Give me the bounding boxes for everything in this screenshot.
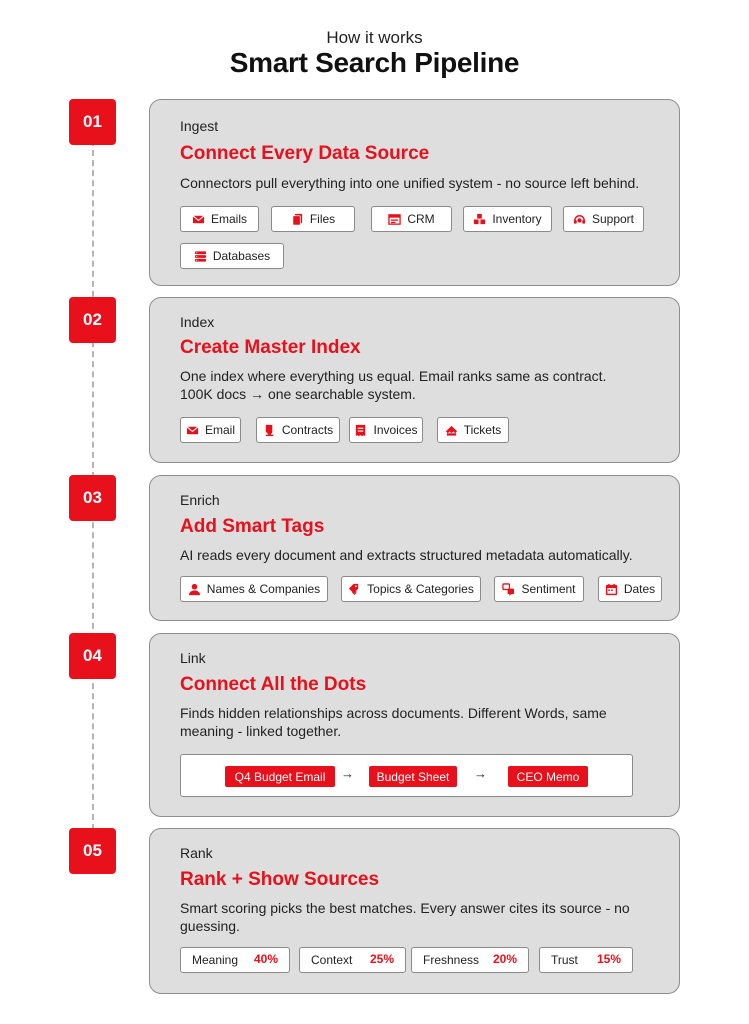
chip-label: Tickets [463, 423, 502, 437]
email-icon [192, 213, 205, 226]
step-description: Connectors pull everything into one unified system - no source left behind. [180, 175, 640, 191]
files-icon [291, 213, 304, 226]
score-freshness [411, 947, 529, 973]
step-card-enrich [149, 475, 680, 621]
database-icon [194, 250, 207, 263]
eyebrow: How it works [326, 28, 423, 47]
step-badge-03: 03 [69, 475, 116, 521]
chip-sentiment [494, 576, 584, 602]
chip-label: Sentiment [521, 582, 576, 596]
chip-dates [598, 576, 662, 602]
chip-contracts [256, 417, 340, 443]
flow-arrow: → [474, 766, 487, 781]
person-icon [188, 583, 201, 596]
chip-label: CRM [407, 212, 435, 226]
chip-label: Dates [623, 582, 656, 596]
step-description: AI reads every document and extracts structured metadata automatically. [180, 547, 633, 563]
score-percent: 40% [253, 952, 278, 966]
step-description: Finds hidden relationships across documents. Different Words, same meaning - linked together. [180, 705, 607, 739]
chip-inventory [463, 206, 552, 232]
tags-icon [348, 583, 361, 596]
chip-label: Email [204, 423, 235, 437]
email-icon [186, 424, 199, 437]
chip-label: Inventory [492, 212, 542, 226]
chip-label: Files [309, 212, 336, 226]
score-percent: 25% [369, 952, 394, 966]
chip-label: Contracts [281, 423, 334, 437]
step-label: Link [180, 650, 206, 666]
contract-icon [263, 424, 276, 437]
inventory-icon [473, 213, 486, 226]
step-badge-05: 05 [69, 828, 116, 874]
flow-node-ceo-memo: CEO Memo [508, 766, 588, 787]
chip-email [180, 417, 241, 443]
chat-bubbles-icon [502, 583, 515, 596]
chip-crm [371, 206, 452, 232]
step-description: Smart scoring picks the best matches. Every answer cites its source - no guessing. [180, 900, 630, 934]
chip-emails [180, 206, 259, 232]
relationship-flow [180, 754, 633, 797]
step-heading: Add Smart Tags [180, 516, 325, 537]
step-label: Rank [180, 845, 213, 861]
step-card-rank [149, 828, 680, 994]
step-heading: Create Master Index [180, 337, 361, 358]
step-label: Enrich [180, 492, 220, 508]
step-badge-02: 02 [69, 297, 116, 343]
step-heading: Connect All the Dots [180, 674, 367, 695]
step-label: Ingest [180, 118, 219, 134]
page-title: Smart Search Pipeline [229, 47, 520, 78]
score-meaning [180, 947, 290, 973]
chip-invoices [349, 417, 423, 443]
step-label: Index [180, 314, 215, 330]
chip-databases [180, 243, 284, 269]
invoice-icon [354, 424, 367, 437]
score-context [299, 947, 406, 973]
score-percent: 15% [596, 952, 621, 966]
step-badge-04: 04 [69, 633, 116, 679]
step-heading: Connect Every Data Source [180, 143, 430, 164]
score-name: Context [311, 953, 353, 967]
score-percent: 20% [492, 952, 517, 966]
step-card-index [149, 297, 680, 463]
chip-label: Invoices [373, 423, 418, 437]
flow-node-budget-sheet: Budget Sheet [369, 766, 457, 787]
step-card-link [149, 633, 680, 817]
chip-label: Names & Companies [206, 582, 321, 596]
flow-node-q4-budget-email: Q4 Budget Email [225, 766, 335, 787]
step-card-ingest [149, 99, 680, 286]
chip-files [271, 206, 355, 232]
step-description: One index where everything us equal. Email ranks same as contract. 100K docs → one searchable system. [180, 368, 607, 402]
chip-names-companies [180, 576, 328, 602]
score-name: Freshness [423, 953, 480, 967]
chip-tickets [437, 417, 509, 443]
calendar-icon [605, 583, 618, 596]
score-name: Meaning [192, 953, 239, 967]
step-heading: Rank + Show Sources [180, 869, 380, 890]
chip-label: Databases [212, 249, 271, 263]
flow-arrow: → [341, 766, 354, 781]
chip-topics-categories [341, 576, 481, 602]
chip-label: Emails [210, 212, 247, 226]
step-badge-01: 01 [69, 99, 116, 145]
score-name: Trust [551, 953, 578, 967]
chip-label: Support [591, 212, 635, 226]
support-headset-icon [573, 213, 586, 226]
ticket-icon [445, 424, 458, 437]
crm-icon [388, 213, 401, 226]
score-trust [539, 947, 633, 973]
chip-label: Topics & Categories [367, 582, 474, 596]
chip-support [563, 206, 644, 232]
